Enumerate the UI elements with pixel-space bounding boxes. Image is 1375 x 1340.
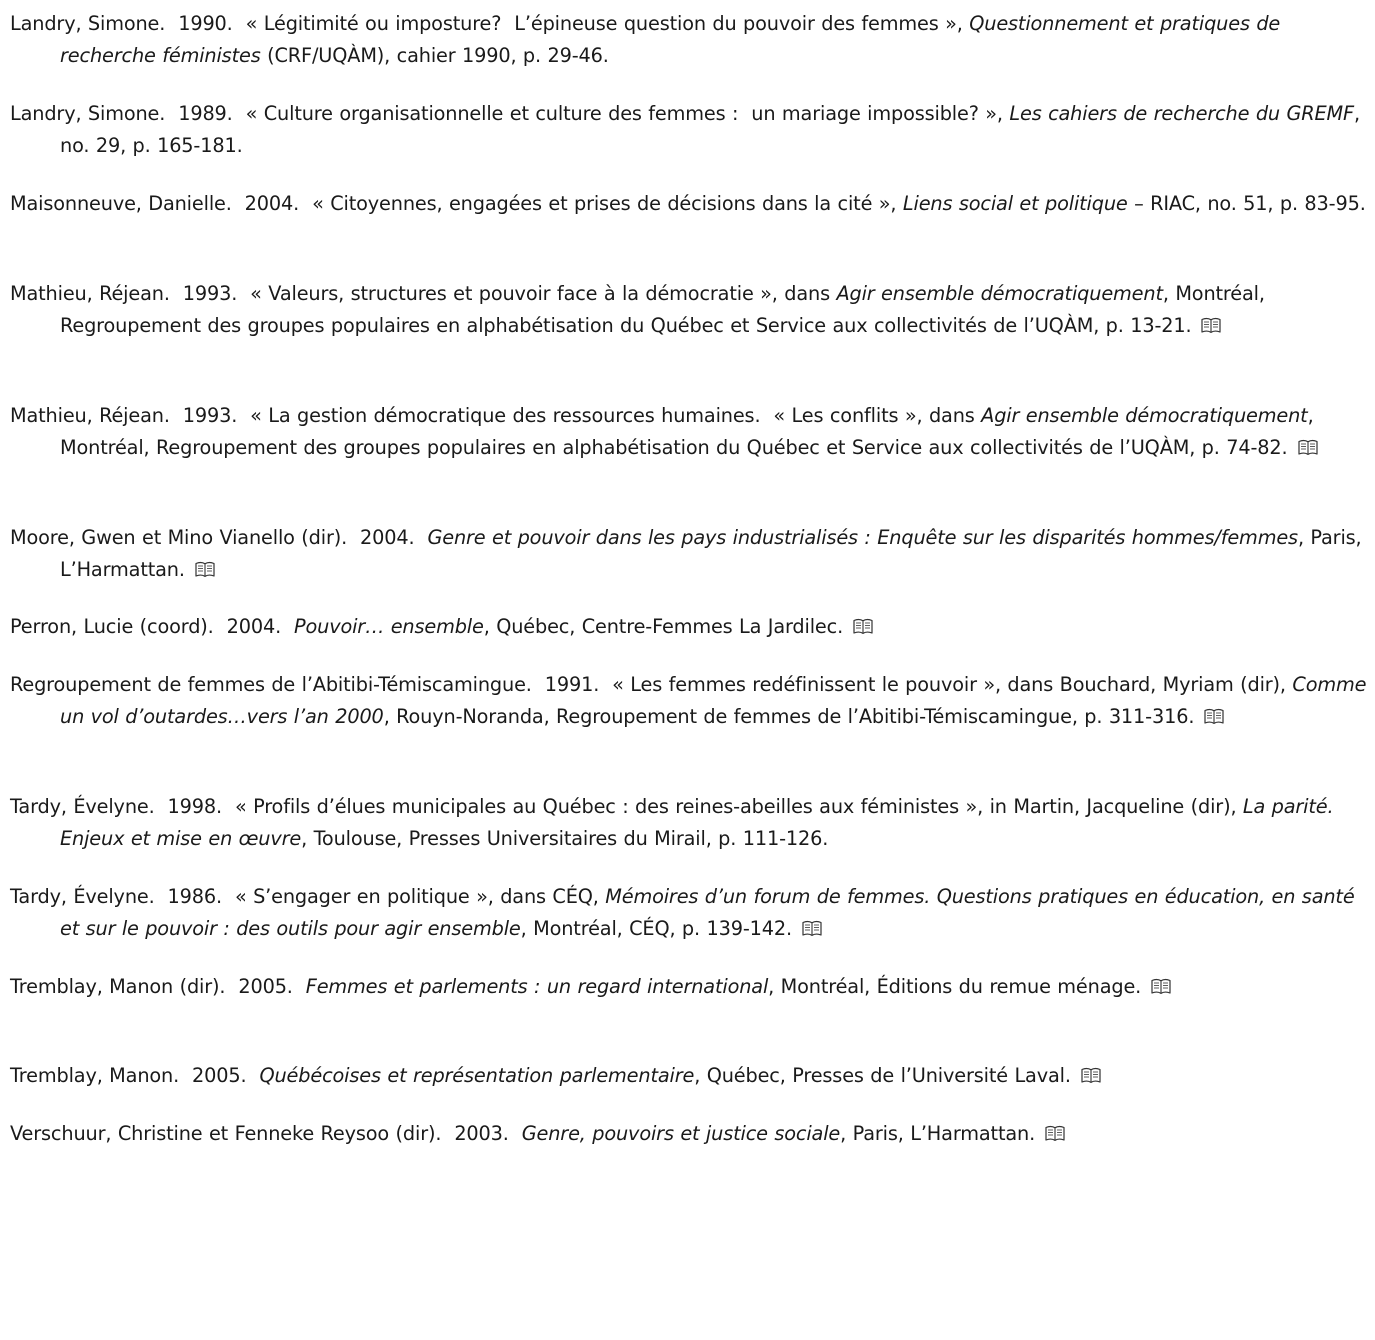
entry-text: (CRF/UQÀM), cahier 1990, p. 29-46. <box>260 44 609 67</box>
bibliography-entry <box>10 1060 1370 1092</box>
book-icon <box>802 920 822 937</box>
entry-text: , Montréal, Regroupement des groupes populaires en alphabétisation du Québec et Service aux collectivités de l’UQÀM, p. 74-82. <box>60 404 1321 459</box>
book-icon <box>1201 317 1221 334</box>
entry-text: , Montréal, Regroupement des groupes populaires en alphabétisation du Québec et Service aux collectivités de l’UQÀM, p. 13-21. <box>60 282 1272 337</box>
entry-title-italic: Québécoises et représentation parlementaire <box>259 1064 695 1087</box>
bibliography-entry <box>10 522 1370 586</box>
entry-title-italic: Agir ensemble démocratiquement <box>981 404 1308 427</box>
bibliography-entry <box>10 971 1370 1003</box>
entry-text: , no. 29, p. 165-181. <box>60 102 1367 157</box>
entry-text: Landry, Simone. 1990. « Légitimité ou imposture? L’épineuse question du pouvoir des femmes », <box>10 12 970 35</box>
entry-title-italic: Agir ensemble démocratiquement <box>836 282 1163 305</box>
bibliography-entry <box>10 791 1370 855</box>
entry-text: , Montréal, Éditions du remue ménage. <box>768 975 1142 998</box>
entry-text: Regroupement de femmes de l’Abitibi-Témiscamingue. 1991. « Les femmes redéfinissent le pouvoir », dans Bouchard, Myriam (dir), <box>10 673 1293 696</box>
entry-text: Landry, Simone. 1989. « Culture organisationnelle et culture des femmes : un mariage impossible? », <box>10 102 1010 125</box>
entry-text: Mathieu, Réjean. 1993. « La gestion démocratique des ressources humaines. « Les conflits », dans <box>10 404 982 427</box>
book-icon <box>1204 708 1224 725</box>
book-icon <box>853 618 873 635</box>
entry-text: Perron, Lucie (coord). 2004. <box>10 615 294 638</box>
entry-text: , Paris, L’Harmattan. <box>840 1122 1036 1145</box>
entry-text: – RIAC, no. 51, p. 83-95. <box>1127 192 1366 215</box>
book-icon <box>1298 439 1318 456</box>
entry-text: , Montréal, CÉQ, p. 139-142. <box>520 917 792 940</box>
entry-text: Maisonneuve, Danielle. 2004. « Citoyennes, engagées et prises de décisions dans la cité », <box>10 192 903 215</box>
entry-title-italic: Comme un vol d’outardes…vers l’an 2000 <box>60 673 1373 728</box>
bibliography-entry <box>10 669 1373 733</box>
entry-text: , Québec, Presses de l’Université Laval. <box>694 1064 1071 1087</box>
entry-text: Tremblay, Manon. 2005. <box>10 1064 260 1087</box>
bibliography-entry <box>10 98 1370 162</box>
entry-text: Moore, Gwen et Mino Vianello (dir). 2004. <box>10 526 428 549</box>
entry-text: , Paris, L’Harmattan. <box>60 526 1369 581</box>
entry-text: Mathieu, Réjean. 1993. « Valeurs, structures et pouvoir face à la démocratie », dans <box>10 282 837 305</box>
entry-text: Tardy, Évelyne. 1998. « Profils d’élues municipales au Québec : des reines-abeilles aux féministes », in Martin, Jacqueline (dir), <box>10 795 1243 818</box>
entry-title-italic: Genre et pouvoir dans les pays industrialisés : Enquête sur les disparités hommes/femmes <box>427 526 1298 549</box>
bibliography-entry <box>10 400 1370 464</box>
entry-text: Tardy, Évelyne. 1986. « S’engager en politique », dans CÉQ, <box>10 885 606 908</box>
entry-text: , Toulouse, Presses Universitaires du Mirail, p. 111-126. <box>301 827 829 850</box>
entry-title-italic: Mémoires d’un forum de femmes. Questions pratiques en éducation, en santé et sur le pouvoir : des outils pour agir ensemble <box>60 885 1362 940</box>
book-icon <box>195 561 215 578</box>
book-icon <box>1045 1125 1065 1142</box>
entry-text: Verschuur, Christine et Fenneke Reysoo (dir). 2003. <box>10 1122 522 1145</box>
bibliography-entry <box>10 1118 1370 1150</box>
entry-text: , Rouyn-Noranda, Regroupement de femmes de l’Abitibi-Témiscamingue, p. 311-316. <box>383 705 1195 728</box>
entry-title-italic: Questionnement et pratiques de recherche féministes <box>60 12 1287 67</box>
entry-title-italic: Liens social et politique <box>902 192 1128 215</box>
entry-title-italic: Femmes et parlements : un regard international <box>305 975 769 998</box>
bibliography-entry <box>10 8 1370 72</box>
bibliography-entry <box>10 278 1370 342</box>
book-icon <box>1081 1067 1101 1084</box>
bibliography-entry <box>10 611 1370 643</box>
book-icon <box>1151 978 1171 995</box>
entry-title-italic: Les cahiers de recherche du GREMF <box>1009 102 1354 125</box>
entry-title-italic: Genre, pouvoirs et justice sociale <box>521 1122 841 1145</box>
bibliography-entry <box>10 188 1370 220</box>
entry-text: , Québec, Centre-Femmes La Jardilec. <box>483 615 844 638</box>
entry-text: Tremblay, Manon (dir). 2005. <box>10 975 306 998</box>
bibliography-entry <box>10 881 1370 945</box>
entry-title-italic: Pouvoir… ensemble <box>294 615 484 638</box>
entry-title-italic: La parité. Enjeux et mise en œuvre <box>60 795 1347 850</box>
